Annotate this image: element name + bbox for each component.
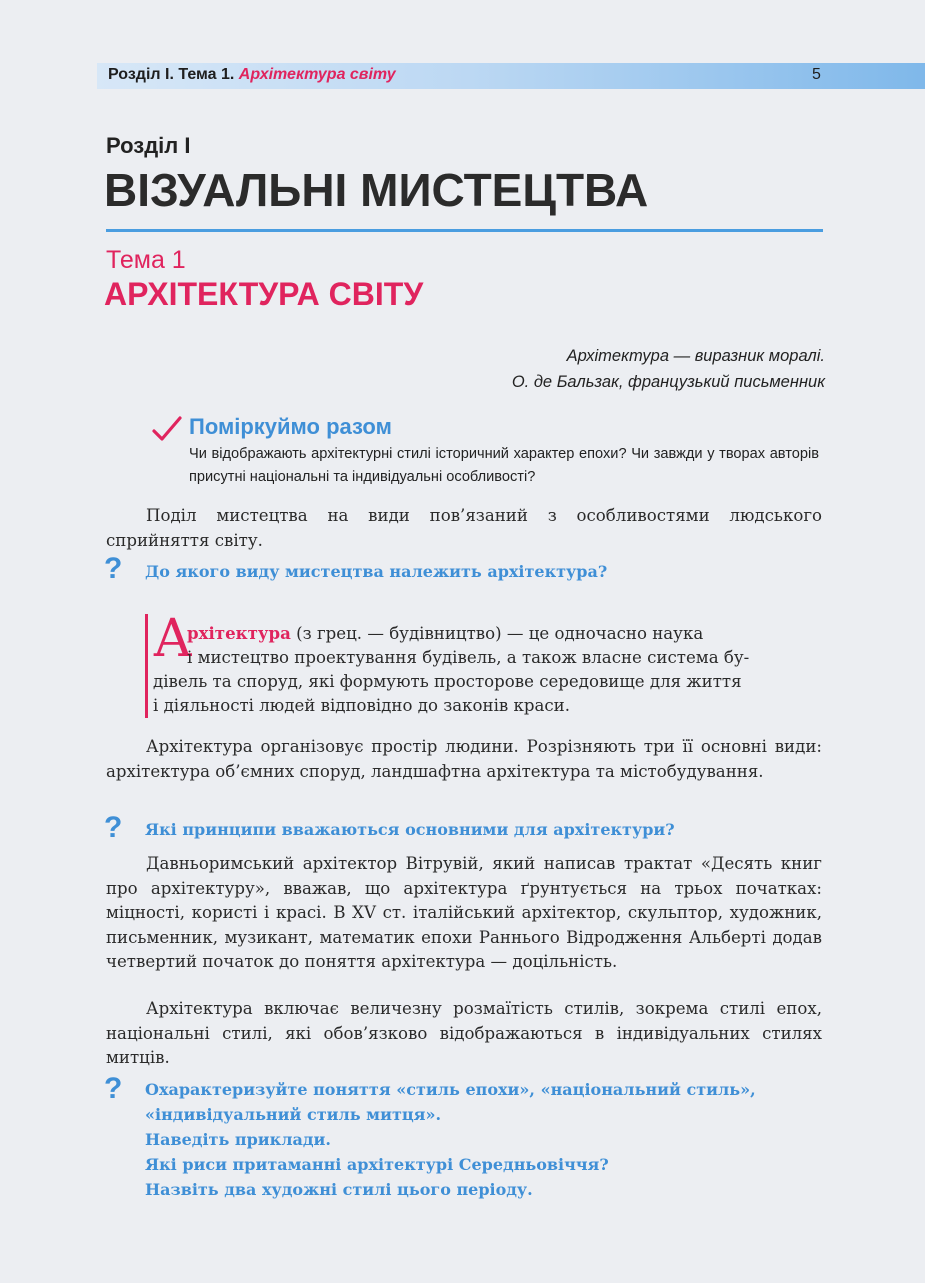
question-3-line-5: Назвіть два художні стилі цього періоду. [145, 1180, 533, 1199]
definition-line-3: дівель та споруд, які формують просторове середовище для життя [153, 672, 742, 691]
paragraph-vitruvius: Давньоримський архітектор Вітрувій, який написав трактат «Десять книг про архітектуру», вважав, що архітектура ґрунтується на трьох початках: міцності, користі і красі. В XV ст. італійський архітектор, скульптор, художник, письменник, музикант, математик епохи Раннього Відродження Альберті додав четвертий початок до поняття архітектура — доцільність. [106, 854, 822, 971]
topic-title: АРХІТЕКТУРА СВІТУ [104, 276, 424, 312]
running-header-prefix: Розділ І. Тема 1. [108, 66, 235, 83]
question-3-line-3: Наведіть приклади. [145, 1130, 331, 1149]
section-label: Розділ І [106, 133, 191, 158]
question-3-line-2: «індивідуальний стиль митця». [145, 1105, 442, 1124]
definition-line-4: і діяльності людей відповідно до законів краси. [153, 696, 571, 715]
question-mark-icon: ? [104, 1072, 123, 1105]
topic-label: Тема 1 [106, 246, 186, 274]
heading-divider [106, 229, 823, 232]
paragraph-intro: Поділ мистецтва на види пов’язаний з особливостями людського сприйняття світу. [106, 506, 822, 550]
epigraph-author: О. де Бальзак, французький письменник [511, 373, 825, 391]
think-together-title: Поміркуймо разом [189, 414, 392, 439]
definition-dropcap: А [153, 609, 193, 669]
definition-term: рхітектура [187, 623, 291, 643]
question-2: Які принципи вважаються основними для архітектури? [145, 820, 675, 839]
checkmark-icon [152, 416, 182, 442]
section-title: ВІЗУАЛЬНІ МИСТЕЦТВА [104, 164, 649, 216]
paragraph-styles: Архітектура включає величезну розмаїтість стилів, зокрема стилі епох, національні стилі, які обов’язково відображаються в індивідуальних стилях митців. [106, 999, 822, 1067]
question-3-line-1: Охарактеризуйте поняття «стиль епохи», «національний стиль», [145, 1080, 756, 1099]
running-header [108, 66, 396, 84]
think-together-body: Чи відображають архітектурні стилі історичний характер епохи? Чи завжди у творах авторів присутні національні та індивідуальні особливості? [189, 446, 819, 485]
paragraph-types: Архітектура організовує простір людини. Розрізняють три її основні види: архітектура об’ємних споруд, ландшафтна архітектура та містобудування. [106, 737, 822, 781]
question-1: До якого виду мистецтва належить архітектура? [145, 562, 608, 581]
definition-line-1 [187, 621, 703, 647]
question-mark-icon: ? [104, 552, 123, 585]
question-3-line-4: Які риси притаманні архітектурі Середньовіччя? [145, 1155, 609, 1174]
epigraph-quote: Архітектура — виразник моралі. [566, 347, 825, 365]
definition-line-1-rest: (з грец. — будівництво) — це одночасно наука [290, 624, 704, 643]
definition-accent-bar [145, 614, 148, 718]
page-number: 5 [812, 66, 821, 83]
question-mark-icon: ? [104, 811, 123, 844]
definition-line-2: і мистецтво проектування будівель, а також власне система бу- [187, 648, 750, 667]
running-header-topic: Архітектура світу [238, 66, 396, 83]
epigraph [512, 343, 825, 395]
